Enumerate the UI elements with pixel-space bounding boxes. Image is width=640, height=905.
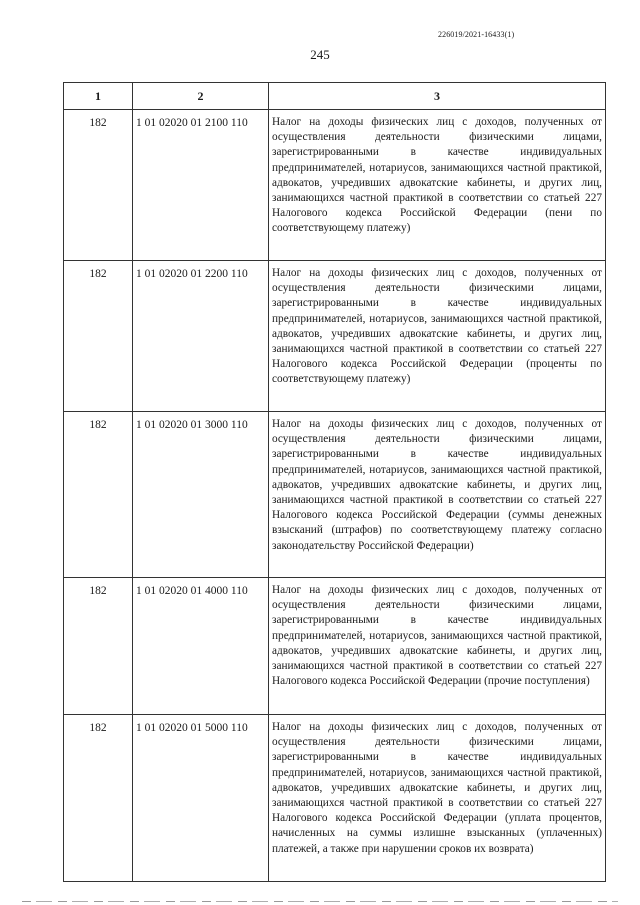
description-cell: Налог на доходы физических лиц с доходов, полученных от осуществления деятельности физическими лицами, зарегистрированными в качестве индивидуальных предпринимателей, нотариусов, занимающихся частной практикой, адвокатов, учредивших адвокатские кабинеты, и других лиц, занимающихся частной практикой в соответствии со статьей 227 Налогового кодекса Российской Федерации (проценты по соответствующему платежу) — [269, 261, 606, 412]
page-number: 245 — [310, 47, 330, 62]
description-cell: Налог на доходы физических лиц с доходов, полученных от осуществления деятельности физическими лицами, зарегистрированными в качестве индивидуальных предпринимателей, нотариусов, занимающихся частной практикой, адвокатов, учредивших адвокатские кабинеты, и других лиц, занимающихся частной практикой в соответствии со статьей 227 Налогового кодекса Российской Федерации (прочие поступления) — [269, 578, 606, 715]
admin-code-cell: 182 — [64, 715, 133, 882]
document-registration-number: 226019/2021-16433(1) — [438, 30, 515, 39]
budget-codes-table — [63, 82, 606, 882]
admin-code-cell: 182 — [64, 110, 133, 261]
admin-code-cell: 182 — [64, 412, 133, 578]
admin-code-cell: 182 — [64, 261, 133, 412]
description-cell: Налог на доходы физических лиц с доходов, полученных от осуществления деятельности физическими лицами, зарегистрированными в качестве индивидуальных предпринимателей, нотариусов, занимающихся частной практикой, адвокатов, учредивших адвокатские кабинеты, и других лиц, занимающихся частной практикой в соответствии со статьей 227 Налогового кодекса Российской Федерации (суммы денежных взысканий (штрафов) по соответствующему платежу согласно законодательству Российской Федерации) — [269, 412, 606, 578]
admin-code-cell: 182 — [64, 578, 133, 715]
description-cell: Налог на доходы физических лиц с доходов, полученных от осуществления деятельности физическими лицами, зарегистрированными в качестве индивидуальных предпринимателей, нотариусов, занимающихся частной практикой, адвокатов, учредивших адвокатские кабинеты, и других лиц, занимающихся частной практикой в соответствии со статьей 227 Налогового кодекса Российской Федерации (уплата процентов, начисленных на суммы излишне взысканных (уплаченных) платежей, а также при нарушении сроков их возврата) — [269, 715, 606, 882]
scan-edge-line — [22, 901, 618, 902]
table-row — [64, 110, 606, 261]
table-row — [64, 578, 606, 715]
kbk-code-cell: 1 01 02020 01 2200 110 — [133, 261, 269, 412]
kbk-code-cell: 1 01 02020 01 2100 110 — [133, 110, 269, 261]
kbk-code-cell: 1 01 02020 01 3000 110 — [133, 412, 269, 578]
kbk-code-cell: 1 01 02020 01 4000 110 — [133, 578, 269, 715]
column-header-1: 1 — [64, 83, 133, 110]
table-row — [64, 715, 606, 882]
kbk-code-cell: 1 01 02020 01 5000 110 — [133, 715, 269, 882]
table-row — [64, 261, 606, 412]
table-row — [64, 412, 606, 578]
column-header-2: 2 — [133, 83, 269, 110]
table-header — [64, 83, 606, 110]
column-header-3: 3 — [269, 83, 606, 110]
description-cell: Налог на доходы физических лиц с доходов, полученных от осуществления деятельности физическими лицами, зарегистрированными в качестве индивидуальных предпринимателей, нотариусов, занимающихся частной практикой, адвокатов, учредивших адвокатские кабинеты, и других лиц, занимающихся частной практикой в соответствии со статьей 227 Налогового кодекса Российской Федерации (пени по соответствующему платежу) — [269, 110, 606, 261]
